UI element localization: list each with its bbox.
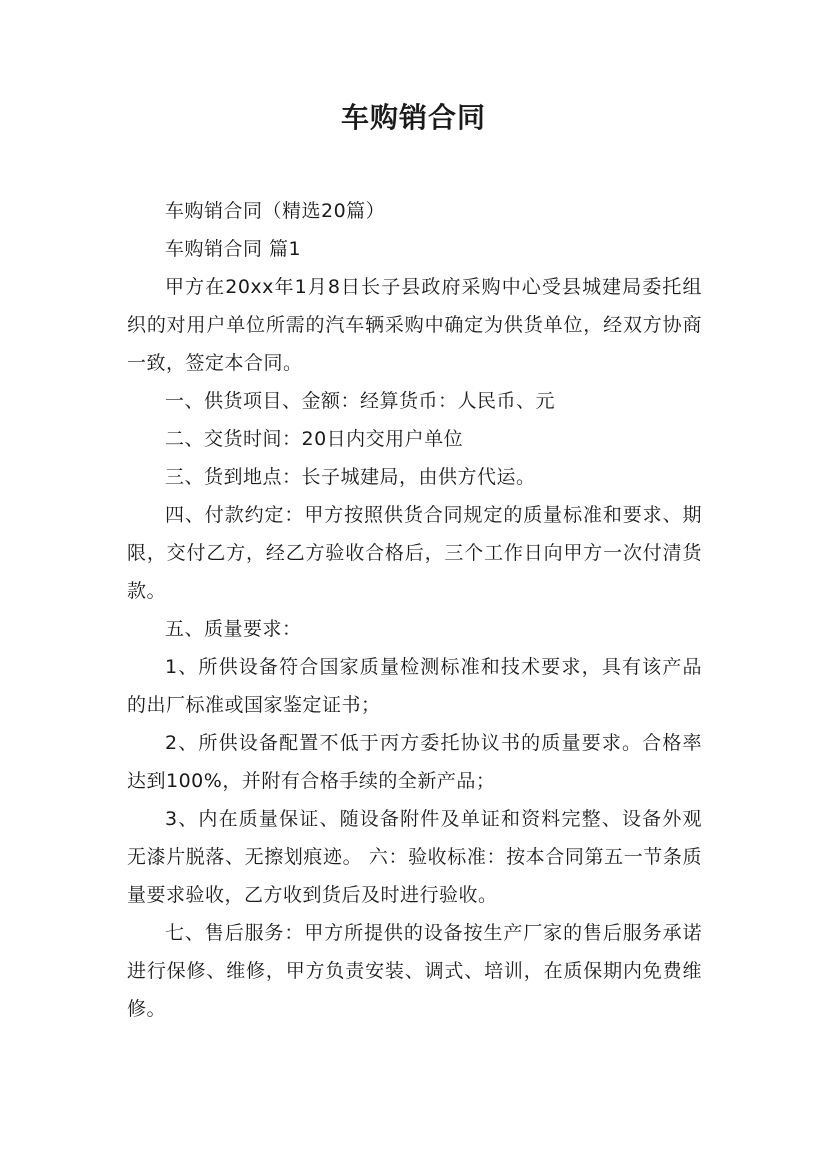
document-body [127, 192, 702, 1028]
clause-delivery-location: 三、货到地点：长子城建局，由供方代运。 [165, 466, 536, 488]
clause-supply-items: 一、供货项目、金额：经算货币：人民币、元 [165, 390, 556, 412]
quality-item-2: 2、所供设备配置不低于丙方委托协议书的质量要求。合格率达到100%，并附有合格手续的全新产品； [127, 732, 702, 792]
quality-item-3: 3、内在质量保证、随设备附件及单证和资料完整、设备外观无漆片脱落、无擦划痕迹。 六：验收标准：按本合同第五一节条质量要求验收，乙方收到货后及时进行验收。 [127, 808, 702, 906]
quality-item-1: 1、所供设备符合国家质量检测标准和技术要求，具有该产品的出厂标准或国家鉴定证书； [127, 656, 702, 716]
clause-quality-heading: 五、质量要求： [165, 618, 302, 640]
intro-paragraph: 甲方在20xx年1月8日长子县政府采购中心受县城建局委托组织的对用户单位所需的汽车辆采购中确定为供货单位，经双方协商一致，签定本合同。 [127, 276, 702, 374]
section-heading-paragraph: 车购销合同 篇1 [165, 238, 302, 260]
subtitle-paragraph: 车购销合同（精选20篇） [165, 200, 386, 222]
document-title: 车购销合同 [340, 101, 486, 134]
clause-delivery-time: 二、交货时间：20日内交用户单位 [165, 428, 464, 450]
clause-after-sales: 七、售后服务：甲方所提供的设备按生产厂家的售后服务承诺进行保修、维修，甲方负责安装、调式、培训，在质保期内免费维修。 [127, 922, 702, 1020]
clause-payment: 四、付款约定：甲方按照供货合同规定的质量标准和要求、期限，交付乙方，经乙方验收合格后，三个工作日向甲方一次付清货款。 [127, 504, 702, 602]
